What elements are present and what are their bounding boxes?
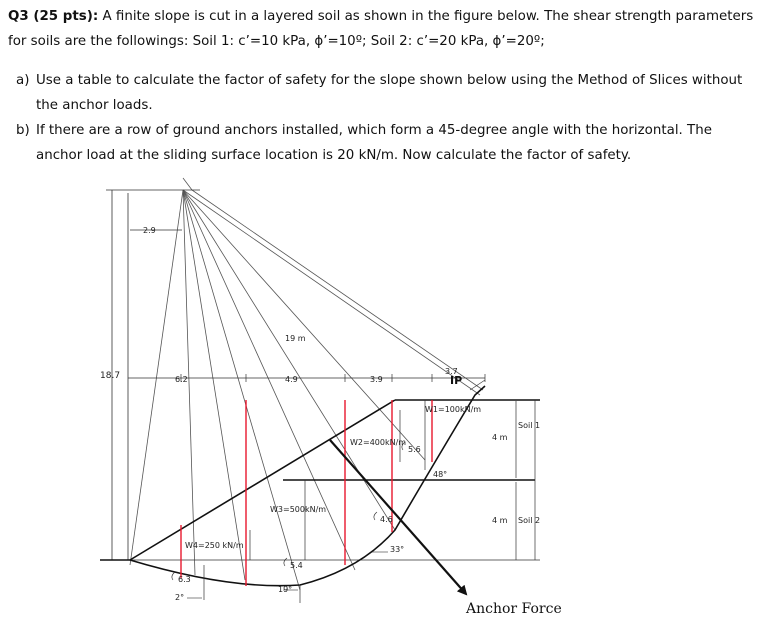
label-ip: IP <box>450 374 463 387</box>
label-soil-2: Soil 2 <box>518 516 541 525</box>
radius-line <box>183 178 192 190</box>
label-radius: 19 m <box>285 334 306 343</box>
label-3-7: 3.7 <box>445 367 458 376</box>
label-anchor-force: Anchor Force <box>466 601 562 617</box>
label-thick-2: 4 m <box>492 516 508 525</box>
question-intro-text: A finite slope is cut in a layered soil as shown in the figure below. The shear strength parameters for soils are the followings: Soil 1: c’=10 kPa, ϕ’=10º; Soil 2: c’=20 kPa, ϕ’=20º; <box>8 9 754 49</box>
label-arc-6-3: 6.3 <box>178 575 191 584</box>
label-w1: W1=100kN/m <box>425 405 482 414</box>
label-4-9: 4.9 <box>285 375 298 384</box>
label-2-9: 2.9 <box>143 226 156 235</box>
label-arc-5-6: 5.6 <box>408 445 421 454</box>
radius-line <box>183 190 300 590</box>
label-18-7: 18.7 <box>100 371 121 381</box>
part-a-text: Use a table to calculate the factor of safety for the slope shown below using the Method of Slices without the anchor loads. <box>36 73 743 113</box>
label-arc-5-4: 5.4 <box>290 561 303 570</box>
label-arc-4-6: 4.6 <box>380 515 393 524</box>
label-w4: W4=250 kN/m <box>185 541 244 550</box>
label-w2: W2=400kN/m <box>350 438 407 447</box>
anchor-force-arrow <box>330 440 466 594</box>
label-thick-1: 4 m <box>492 433 508 442</box>
radius-line <box>183 190 480 395</box>
label-soil-1: Soil 1 <box>518 421 541 430</box>
radius-line <box>192 190 483 390</box>
slice-lines <box>181 400 432 586</box>
part-b-text: If there are a row of ground anchors installed, which form a 45-degree angle with the horizontal. The anchor load at the sliding surface location is 20 kN/m. Now calculate the factor of safety. <box>36 123 712 163</box>
label-3-9: 3.9 <box>370 375 383 384</box>
label-w3: W3=500kN/m <box>270 505 327 514</box>
question-title: Q3 (25 pts): <box>8 9 99 24</box>
part-a-label: a) <box>16 73 30 88</box>
label-6-2: 6.2 <box>175 375 188 384</box>
label-ang-19: 19° <box>278 585 293 594</box>
part-b-label: b) <box>16 123 30 138</box>
label-ang-48: 48° <box>433 470 448 479</box>
label-ang-2: 2° <box>175 593 185 602</box>
label-ang-33: 33° <box>390 545 405 554</box>
